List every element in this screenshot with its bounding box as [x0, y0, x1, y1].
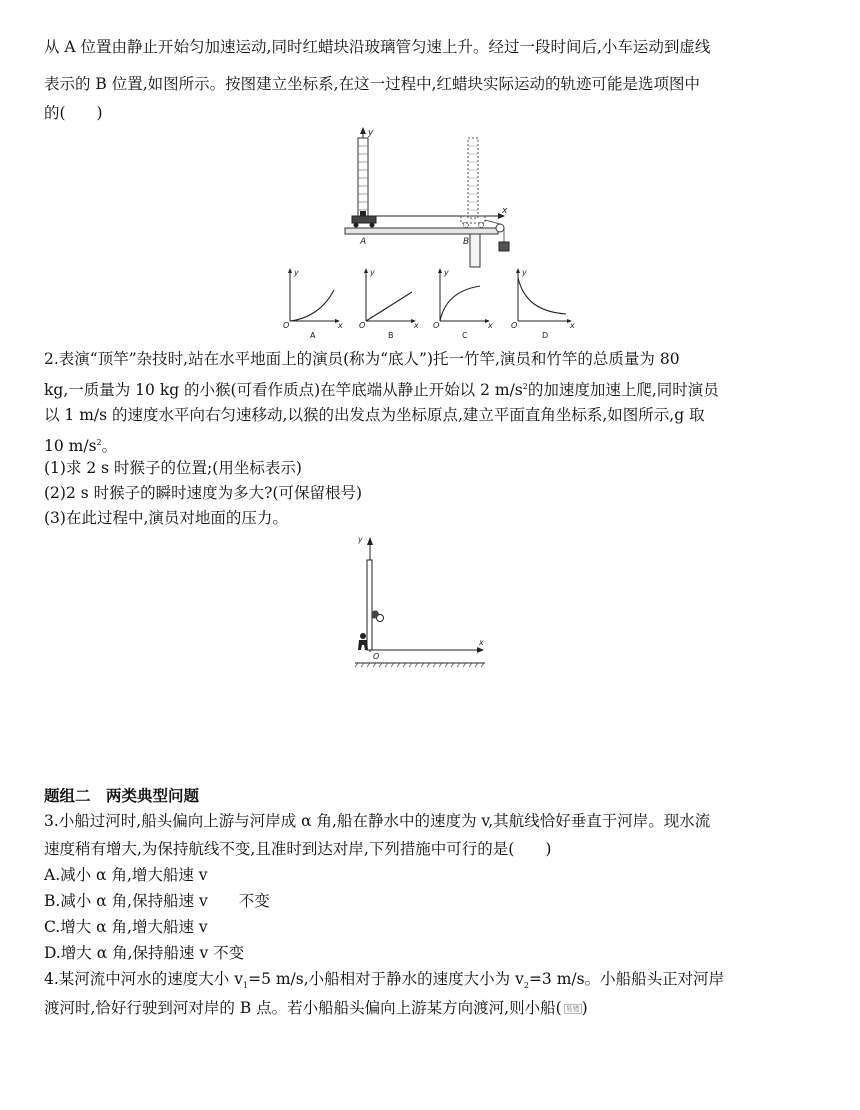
svg-text:y: y: [522, 268, 527, 277]
fig2-origin-label: O: [373, 652, 380, 661]
q3-option-a: A.减小 α 角,增大船速 v: [44, 866, 208, 884]
q2-line-1: 2.表演“顶竿”杂技时,站在水平地面上的演员(称为“底人”)托一竹竿,演员和竹竿的总质量为 80: [44, 350, 680, 368]
q1-line-3: 的( ): [44, 104, 103, 122]
svg-text:x: x: [488, 321, 493, 330]
svg-text:O: O: [283, 321, 290, 330]
option-graph-a: [283, 268, 343, 340]
fig1-y-label: y: [368, 128, 374, 138]
q2-sub-2: (2)2 s 时猴子的瞬时速度为多大?(可保留根号): [44, 484, 363, 502]
section-title: 题组二 两类典型问题: [44, 786, 200, 805]
fig2-x-label: x: [479, 638, 484, 647]
option-label-a: A: [310, 331, 316, 340]
q3-option-d: D.增大 α 角,保持船速 v 不变: [44, 944, 245, 962]
pole-monkey-figure: [350, 532, 490, 672]
fig1-x-label: x: [502, 206, 508, 216]
option-graphs: [280, 266, 590, 342]
cart-tube-figure: [340, 124, 520, 269]
option-graph-b: [359, 268, 419, 340]
option-label-d: D: [542, 331, 549, 340]
fig1-label-a: A: [360, 237, 367, 247]
q1-line-1: 从 A 位置由静止开始匀加速运动,同时红蜡块沿玻璃管匀速上升。经过一段时间后,小车运动到虚线: [44, 38, 711, 56]
option-label-c: C: [462, 331, 468, 340]
svg-text:O: O: [511, 321, 518, 330]
q3-line-1: 3.小船过河时,船头偏向上游与河岸成 α 角,船在静水中的速度为 v,其航线恰好垂直于河岸。现水流: [44, 812, 711, 830]
svg-text:y: y: [294, 268, 299, 277]
svg-text:O: O: [433, 321, 440, 330]
q3-option-b: B.减小 α 角,保持船速 v 不变: [44, 892, 270, 910]
svg-text:O: O: [359, 321, 366, 330]
q1-line-2: 表示的 B 位置,如图所示。按图建立坐标系,在这一过程中,红蜡块实际运动的轨迹可能是选项图中: [44, 75, 701, 93]
q2-line-2: kg,一质量为 10 kg 的小猴(可看作质点)在竿底端从静止开始以 2 $m/s^2$的加速度加速上爬,同时演员: [44, 381, 719, 400]
svg-text:y: y: [444, 268, 449, 277]
q2-sub-3: (3)在此过程中,演员对地面的压力。: [44, 509, 288, 527]
fig1-label-b: B: [463, 237, 470, 247]
q2-line-4: 10 $m/s^2$。: [44, 437, 118, 456]
option-graph-c: [433, 268, 493, 340]
q4-line-2: 渡河时,恰好行驶到河对岸的 B 点。若小船船头偏向上游某方向渡河,则小船( 易错 ): [44, 999, 588, 1017]
q4-line-1: 4.某河流中河水的速度大小 $v_1=5$ m/s,小船相对于静水的速度大小为 $v_2=3$ m/s。小船船头正对河岸: [44, 970, 725, 991]
option-graph-d: [511, 268, 575, 340]
q3-line-2: 速度稍有增大,为保持航线不变,且准时到达对岸,下列措施中可行的是( ): [44, 840, 552, 858]
svg-text:x: x: [414, 321, 419, 330]
option-label-b: B: [388, 331, 394, 340]
svg-text:y: y: [370, 268, 375, 277]
q2-line-3: 以 1 m/s 的速度水平向右匀速移动,以猴的出发点为坐标原点,建立平面直角坐标系,如图所示,g 取: [44, 406, 705, 424]
error-prone-tag: 易错: [565, 1005, 580, 1013]
q2-sub-1: (1)求 2 s 时猴子的位置;(用坐标表示): [44, 459, 302, 477]
fig2-y-label: y: [358, 535, 363, 544]
svg-text:x: x: [338, 321, 343, 330]
q3-option-c: C.增大 α 角,增大船速 v: [44, 918, 208, 936]
svg-text:x: x: [570, 321, 575, 330]
